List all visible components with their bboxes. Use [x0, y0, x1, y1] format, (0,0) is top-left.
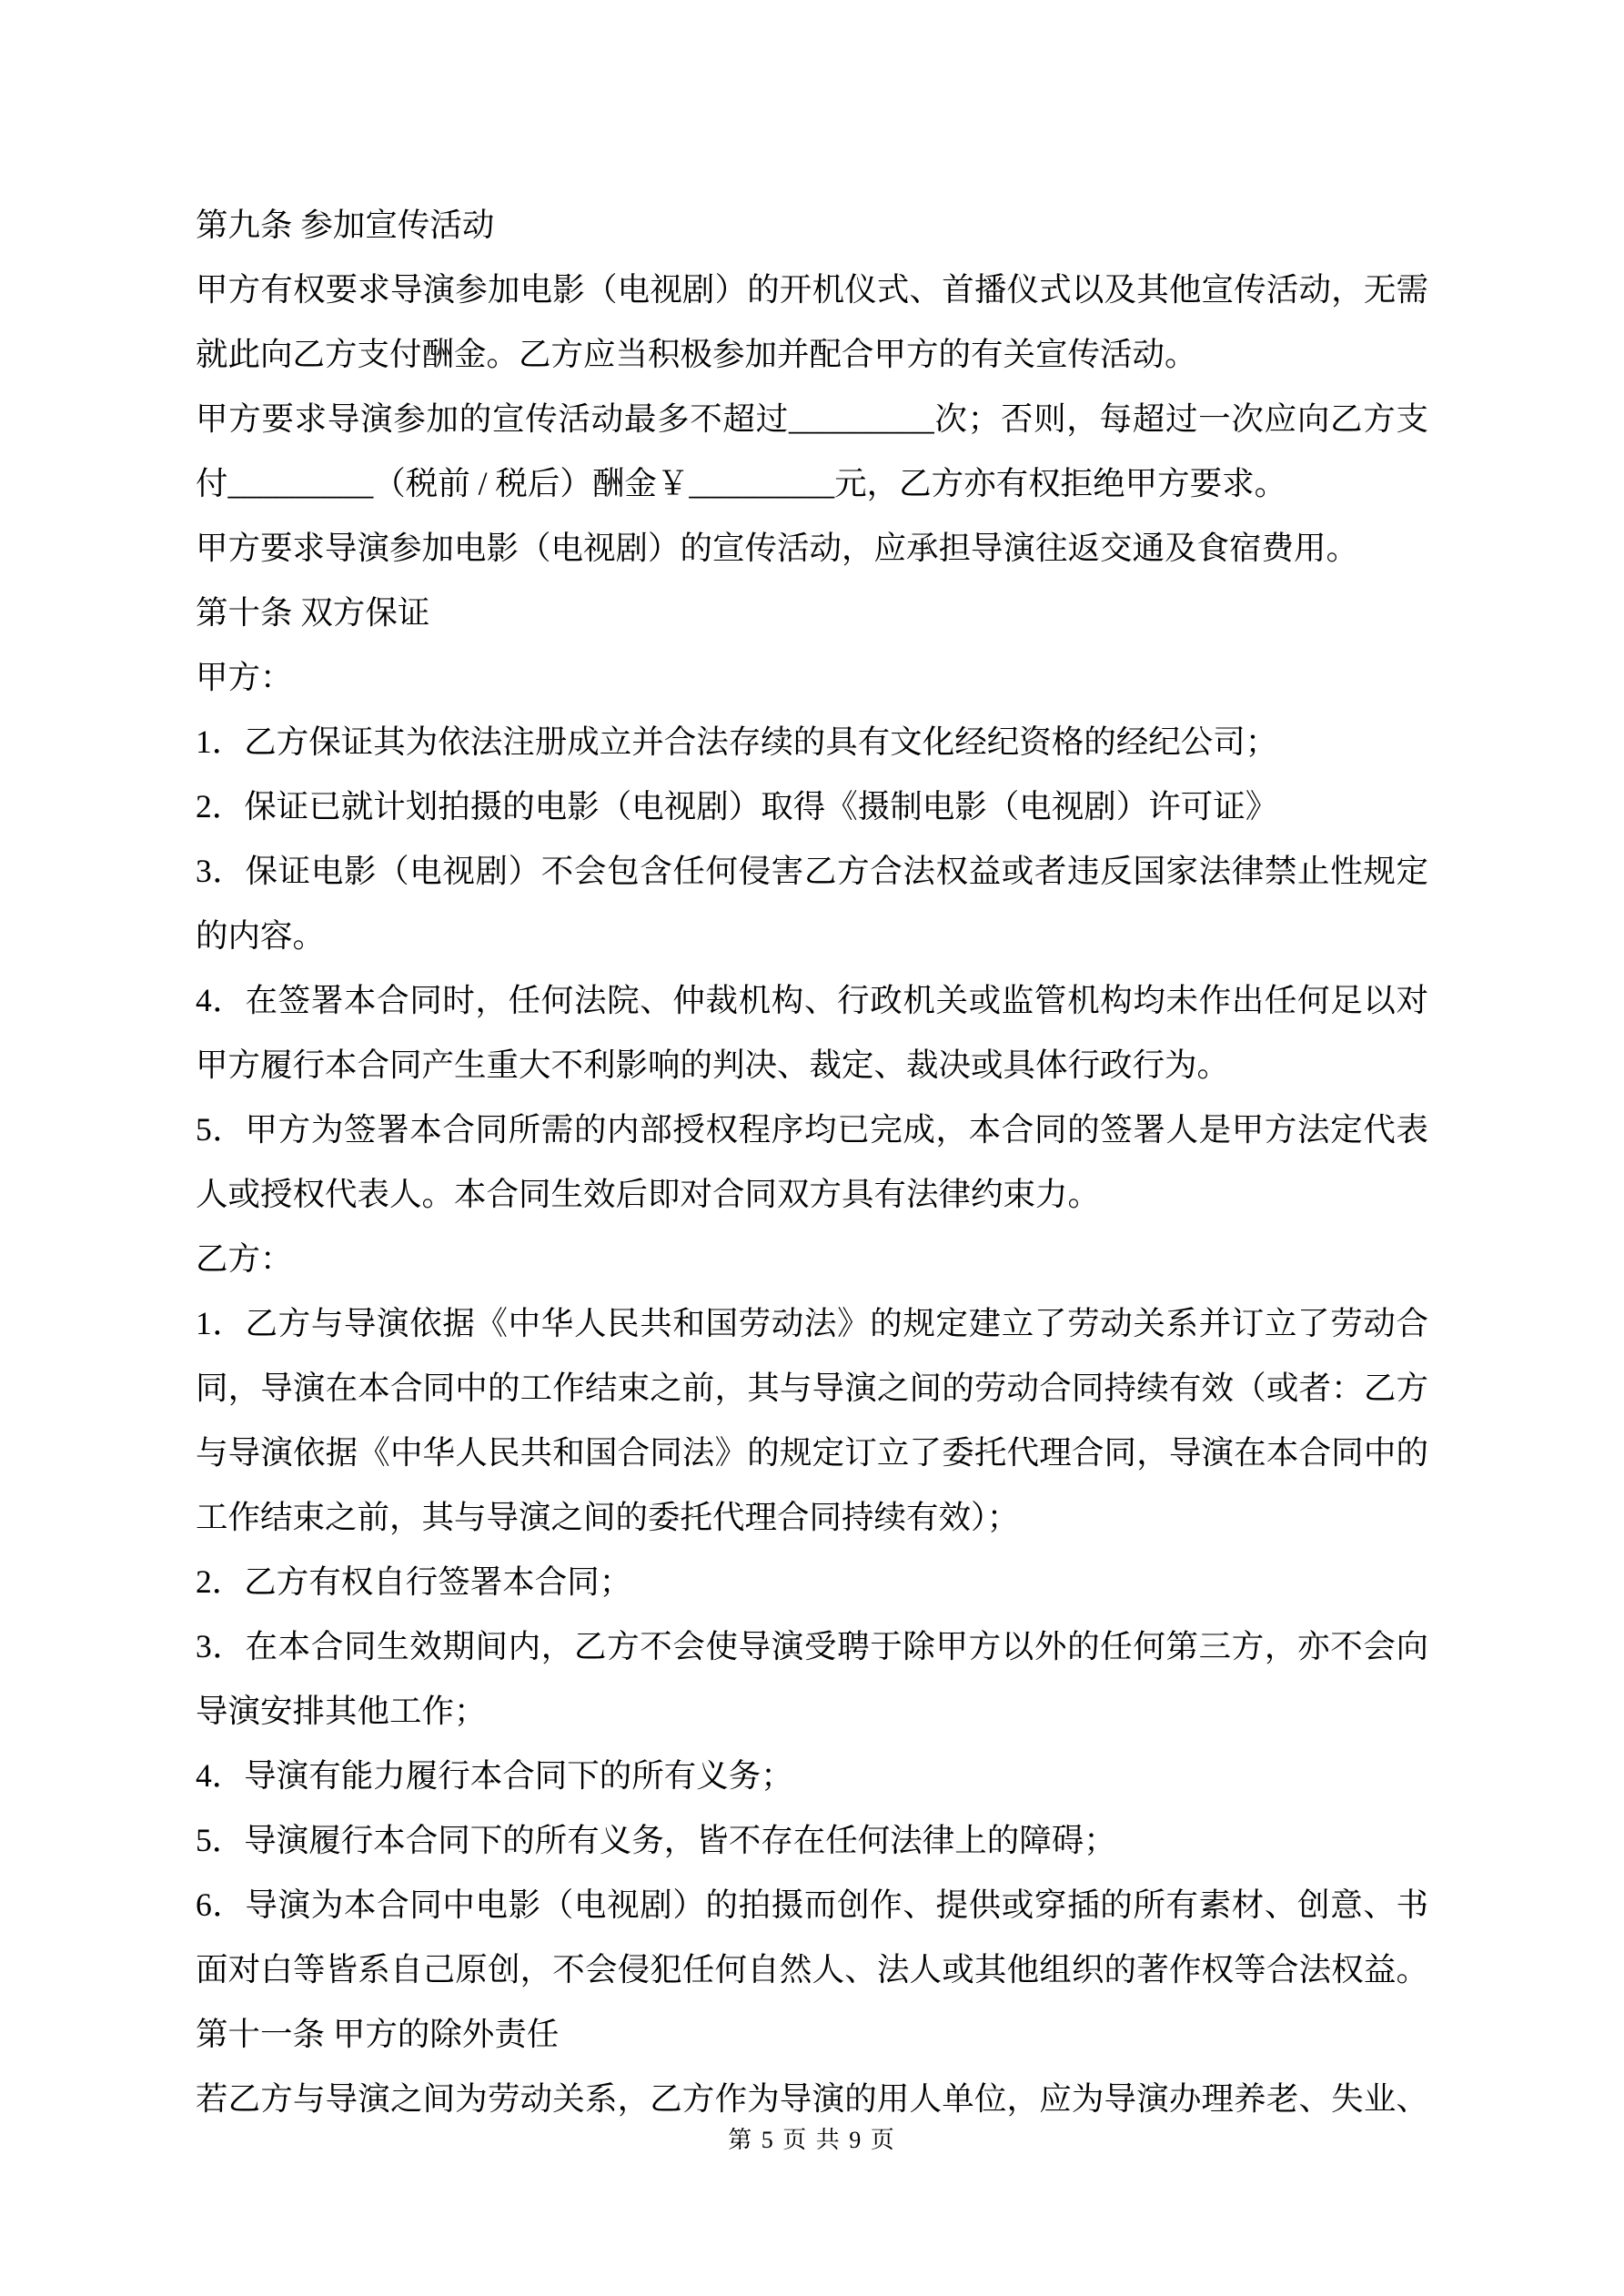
text-line: 的内容。 — [196, 917, 326, 954]
text-line: 第十条 双方保证 — [196, 594, 430, 631]
text-line: 乙方： — [196, 1240, 293, 1277]
text-line: 2．保证已就计划拍摄的电影（电视剧）取得《摄制电影（电视剧）许可证》 — [196, 788, 1278, 824]
text-line: 甲方要求导演参加的宣传活动最多不超过_________次；否则，每超过一次应向乙方支 — [196, 400, 1428, 437]
text-line: 5．甲方为签署本合同所需的内部授权程序均已完成，本合同的签署人是甲方法定代表 — [196, 1111, 1428, 1148]
text-line: 与导演依据《中华人民共和国合同法》的规定订立了委托代理合同，导演在本合同中的 — [196, 1434, 1428, 1471]
text-line: 工作结束之前，其与导演之间的委托代理合同持续有效）； — [196, 1499, 1020, 1535]
text-line: 3．在本合同生效期间内，乙方不会使导演受聘于除甲方以外的任何第三方，亦不会向 — [196, 1628, 1428, 1664]
text-line: 若乙方与导演之间为劳动关系，乙方作为导演的用人单位，应为导演办理养老、失业、 — [196, 2080, 1428, 2117]
text-line: 甲方履行本合同产生重大不利影响的判决、裁定、裁决或具体行政行为。 — [196, 1047, 1230, 1083]
text-line: 5．导演履行本合同下的所有义务，皆不存在任何法律上的障碍； — [196, 1822, 1116, 1858]
text-line: 导演安排其他工作； — [196, 1693, 487, 1729]
text-line: 1．乙方保证其为依法注册成立并合法存续的具有文化经纪资格的经纪公司； — [196, 723, 1278, 760]
text-line: 4．导演有能力履行本合同下的所有义务； — [196, 1757, 793, 1794]
text-line: 6．导演为本合同中电影（电视剧）的拍摄而创作、提供或穿插的所有素材、创意、书 — [196, 1886, 1428, 1923]
text-line: 甲方有权要求导演参加电影（电视剧）的开机仪式、首播仪式以及其他宣传活动，无需 — [196, 271, 1428, 308]
text-line: 甲方要求导演参加电影（电视剧）的宣传活动，应承担导演往返交通及食宿费用。 — [196, 530, 1359, 566]
text-line: 同，导演在本合同中的工作结束之前，其与导演之间的劳动合同持续有效（或者：乙方 — [196, 1370, 1428, 1406]
contract-body — [196, 193, 1428, 2131]
text-line: 甲方： — [196, 659, 293, 695]
text-line: 人或授权代表人。本合同生效后即对合同双方具有法律约束力。 — [196, 1176, 1101, 1212]
text-line: 4．在签署本合同时，任何法院、仲裁机构、行政机关或监管机构均未作出任何足以对 — [196, 982, 1428, 1018]
text-line: 3．保证电影（电视剧）不会包含任何侵害乙方合法权益或者违反国家法律禁止性规定 — [196, 853, 1428, 889]
text-line: 就此向乙方支付酬金。乙方应当积极参加并配合甲方的有关宣传活动。 — [196, 336, 1197, 372]
text-line: 面对白等皆系自己原创，不会侵犯任何自然人、法人或其他组织的著作权等合法权益。 — [196, 1951, 1428, 1988]
page-number-footer: 第 5 页 共 9 页 — [728, 2127, 896, 2153]
text-line: 付_________（税前 / 税后）酬金￥_________元，乙方亦有权拒绝甲方要求。 — [196, 465, 1287, 501]
text-line: 1．乙方与导演依据《中华人民共和国劳动法》的规定建立了劳动关系并订立了劳动合 — [196, 1305, 1428, 1341]
text-line: 2．乙方有权自行签署本合同； — [196, 1563, 632, 1600]
text-line: 第九条 参加宣传活动 — [196, 207, 495, 243]
text-line: 第十一条 甲方的除外责任 — [196, 2016, 560, 2052]
